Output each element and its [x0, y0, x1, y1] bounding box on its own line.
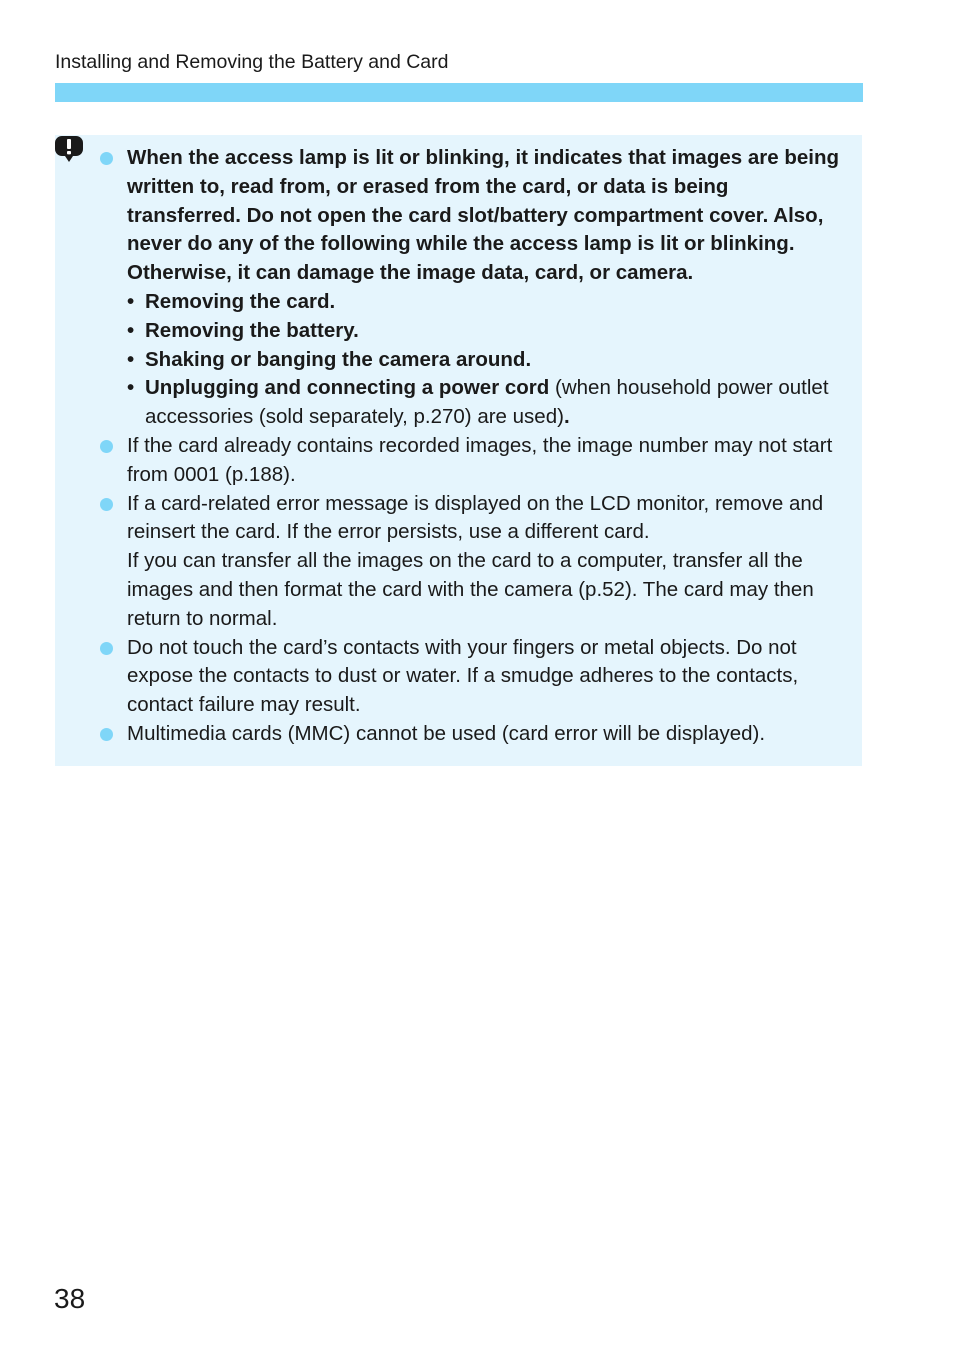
note-text-continued: If you can transfer all the images on the card to a computer, transfer all the images and then format the card with the camera (p.52). The card may then return to normal. [127, 549, 814, 630]
caution-note-mmc [55, 720, 862, 749]
note-text: Do not touch the card’s contacts with your fingers or metal objects. Do not expose the contacts to dust or water. If a smudge adheres to the contacts, contact failure may result. [127, 635, 799, 717]
page-number: 38 [54, 1283, 86, 1314]
bullet-dot-icon: • [127, 318, 135, 342]
sub-item-text: Removing the card. [145, 289, 336, 313]
sub-item-text: Shaking or banging the camera around. [145, 347, 532, 371]
caution-note-card-error [55, 490, 862, 634]
note-text: If a card-related error message is displayed on the LCD monitor, remove and reinsert the card. If the error persists, use a different card. [127, 491, 824, 544]
header-accent-bar [55, 83, 863, 102]
caution-note-image-number [55, 432, 862, 490]
note-text: Multimedia cards (MMC) cannot be used (card error will be displayed). [127, 721, 766, 745]
sub-item-text: Unplugging and connecting a power cord [145, 376, 550, 400]
bullet-dot-icon: • [127, 347, 135, 371]
caution-box [55, 135, 862, 766]
sub-item-end: . [563, 405, 570, 429]
bullet-dot-icon: • [127, 376, 135, 400]
note-text: When the access lamp is lit or blinking, it indicates that images are being written to, read from, or erased from the card, or data is being transferred. Do not open the card slot/battery compartment cover. Also, never do any of the following while the access lamp is lit or blinking. Otherwise, it can damage the image data, card, or camera. [127, 146, 839, 285]
bullet-icon [100, 728, 113, 741]
bullet-icon [100, 642, 113, 655]
sub-list [127, 288, 846, 432]
sub-item-normal-text: (when household power outlet accessories (sold separately, p.270) are used) [145, 376, 829, 429]
sub-item [127, 317, 846, 346]
sub-item-text: Removing the battery. [145, 318, 359, 342]
bullet-dot-icon: • [127, 289, 135, 313]
caution-note-access-lamp [55, 144, 862, 432]
note-text: If the card already contains recorded images, the image number may not start from 0001 (p.188). [127, 433, 833, 486]
sub-item [127, 288, 846, 317]
caution-notes [55, 144, 862, 749]
running-header: Installing and Removing the Battery and Card [55, 51, 449, 73]
bullet-icon [100, 440, 113, 453]
caution-note-contacts [55, 634, 862, 720]
bullet-icon [100, 152, 113, 165]
sub-item [127, 374, 846, 432]
bullet-icon [100, 498, 113, 511]
sub-item [127, 346, 846, 375]
